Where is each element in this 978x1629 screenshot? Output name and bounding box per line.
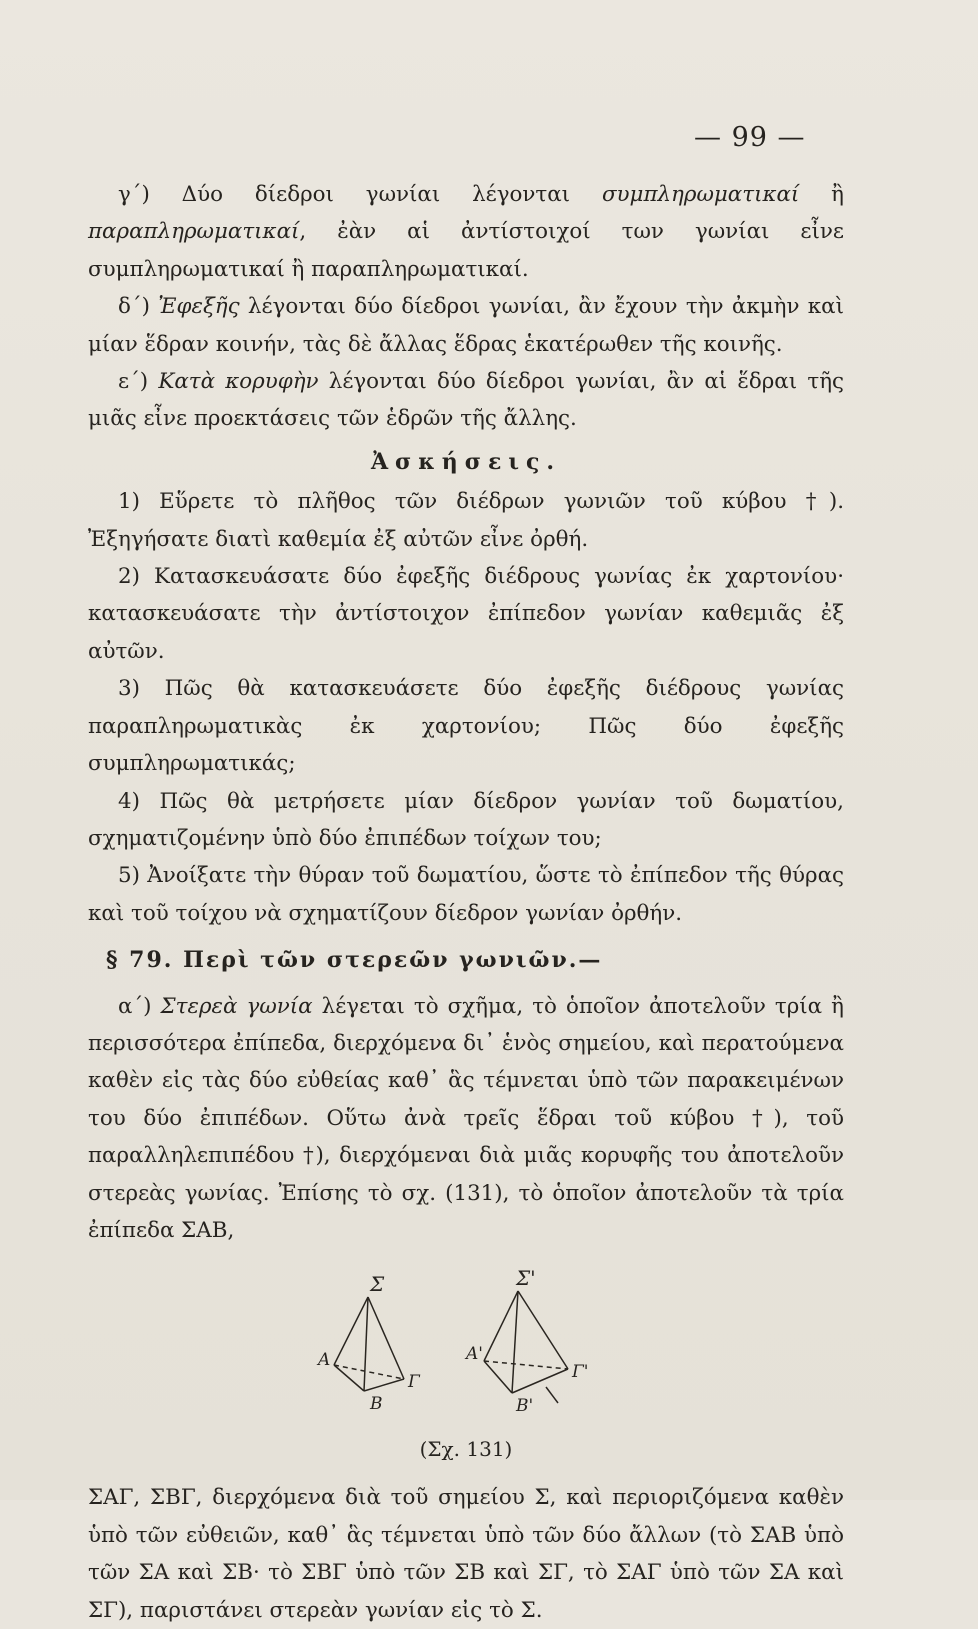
definition-delta-lead: δ΄) (118, 294, 159, 320)
edge-sigma-b (364, 1297, 368, 1391)
page-content (88, 176, 844, 1629)
label-a: A (318, 1350, 331, 1371)
solid-angle-right (484, 1291, 568, 1403)
definition-epsilon-lead: ε΄) (118, 369, 159, 395)
final-paragraph: ΣΑΓ, ΣΒΓ, διερχόμενα διὰ τοῦ σημείου Σ, καὶ περιοριζόμενα καθὲν ὑπὸ τῶν εὐθειῶν, καθ᾽ ἃς τέμνεται ὑπὸ τῶν δύο ἄλλων (τὸ ΣΑΒ ὑπὸ τῶν ΣΑ καὶ ΣΒ· τὸ ΣΒΓ ὑπὸ τῶν ΣΒ καὶ ΣΓ, τὸ ΣΑΓ ὑπὸ τῶν ΣΑ καὶ ΣΓ), παριστάνει στερεὰν γωνίαν εἰς τὸ Σ. (88, 1485, 844, 1623)
page-number: — 99 — (694, 122, 806, 153)
figure-131 (88, 1269, 844, 1479)
exercise-1: 1) Εὕρετε τὸ πλῆθος τῶν διέδρων γωνιῶν τοῦ κύβου †). Ἐξηγήσατε διατὶ καθεμία ἐξ αὐτῶν εἶνε ὀρθή. (88, 489, 844, 552)
definition-gamma-mid: ἢ (799, 182, 845, 207)
section-heading: § 79. Περὶ τῶν στερεῶν γωνιῶν.— (106, 947, 603, 974)
exercise-2: 2) Κατασκευάσατε δύο ἐφεξῆς διέδρους γωνίας ἐκ χαρτονίου· κατασκευάσατε τὴν ἀντίστοιχον ἐπίπεδον γωνίαν καθεμιᾶς ἐξ αὐτῶν. (88, 564, 844, 664)
section-definition-tail: λέγεται τὸ σχῆμα, τὸ ὁποῖον ἀποτελοῦν τρία ἢ περισσότερα ἐπίπεδα, διερχόμενα δι᾽ ἑνὸς σημείου, καὶ περατούμενα καθὲν εἰς τὰς δύο εὐθείας καθ᾽ ἃς τέμνεται ὑπὸ τῶν παρακειμένων του δύο ἐπιπέδων. Οὕτω ἀνὰ τρεῖς ἕδραι τοῦ κύβου †), τοῦ παραλληλεπιπέδου †), διερχόμεναι διὰ μιᾶς κορυφῆς του ἀποτελοῦν στερεὰς γωνίας. Ἐπίσης τὸ σχ. (131), τὸ ὁποῖον ἀποτελοῦν τὰ τρία ἐπίπεδα ΣΑΒ, (88, 993, 844, 1243)
figure-caption: (Σχ. 131) (419, 1437, 513, 1462)
exercise-3: 3) Πῶς θὰ κατασκευάσετε δύο ἐφεξῆς διέδρους γωνίας παραπληρωματικὰς ἐκ χαρτονίου; Πῶς δύο ἐφεξῆς συμπληρωματικάς; (88, 676, 844, 777)
definition-delta (88, 288, 844, 363)
label-sigma: Σ (370, 1272, 385, 1297)
solid-angle-left (334, 1297, 404, 1391)
edge-a-b (334, 1365, 364, 1391)
definition-gamma-lead: γ΄) Δύο δίεδροι γωνίαι λέγονται (118, 182, 602, 207)
definition-gamma (88, 176, 844, 288)
edge-extension (546, 1387, 558, 1403)
label-gamma-prime: Γ' (572, 1362, 589, 1383)
label-b: B (370, 1394, 383, 1415)
definition-epsilon (88, 363, 844, 438)
edge-a2-gamma2-hidden (484, 1361, 568, 1369)
term-supplementary: παραπληρωματικαί (88, 219, 300, 245)
label-sigma-prime: Σ' (516, 1269, 536, 1291)
term-solid-angle: Στερεὰ γωνία (160, 993, 313, 1019)
section-definition-lead: α΄) (118, 993, 161, 1019)
definition-epsilon-tail: λέγονται δύο δίεδροι γωνίαι, ἂν αἱ ἕδραι τῆς μιᾶς εἶνε προεκτάσεις τῶν ἑδρῶν τῆς ἄλλης. (88, 369, 844, 432)
edge-a-gamma-hidden (334, 1365, 404, 1379)
label-a-prime: A' (466, 1344, 483, 1365)
solid-angle-diagram (306, 1269, 636, 1419)
edge-sigma-a (334, 1297, 368, 1365)
exercises-heading: Ἀσκήσεις. (370, 448, 562, 475)
definition-delta-tail: λέγονται δύο δίεδροι γωνίαι, ἂν ἔχουν τὴν ἀκμὴν καὶ μίαν ἕδραν κοινήν, τὰς δὲ ἄλλας ἕδρας ἑκατέρωθεν τῆς κοινῆς. (88, 294, 845, 357)
edge-sigma-gamma (368, 1297, 404, 1379)
exercise-5: 5) Ἀνοίξατε τὴν θύραν τοῦ δωματίου, ὥστε τὸ ἐπίπεδον τῆς θύρας καὶ τοῦ τοίχου νὰ σχηματίζουν δίεδρον γωνίαν ὀρθήν. (88, 863, 844, 926)
section-definition (88, 988, 844, 1250)
edge-b2-gamma2 (512, 1369, 568, 1393)
term-complementary: συμπληρωματικαί (601, 182, 800, 207)
label-gamma: Γ (408, 1372, 420, 1393)
term-adjacent: Ἐφεξῆς (158, 294, 240, 320)
label-b-prime: B' (516, 1396, 534, 1417)
term-vertical: Κατὰ κορυφὴν (158, 369, 319, 395)
edge-sigma2-a2 (484, 1291, 518, 1361)
definition-gamma-tail: , ἐὰν αἱ ἀντίστοιχοί των γωνίαι εἶνε συμπληρωματικαί ἢ παραπληρωματικαί. (88, 219, 844, 282)
exercise-4: 4) Πῶς θὰ μετρήσετε μίαν δίεδρον γωνίαν τοῦ δωματίου, σχηματιζομένην ὑπὸ δύο ἐπιπέδων τοίχων του; (88, 788, 844, 851)
edge-sigma2-gamma2 (518, 1291, 568, 1369)
edge-sigma2-b2 (512, 1291, 518, 1393)
edge-a2-b2 (484, 1361, 512, 1393)
edge-b-gamma (364, 1379, 404, 1391)
